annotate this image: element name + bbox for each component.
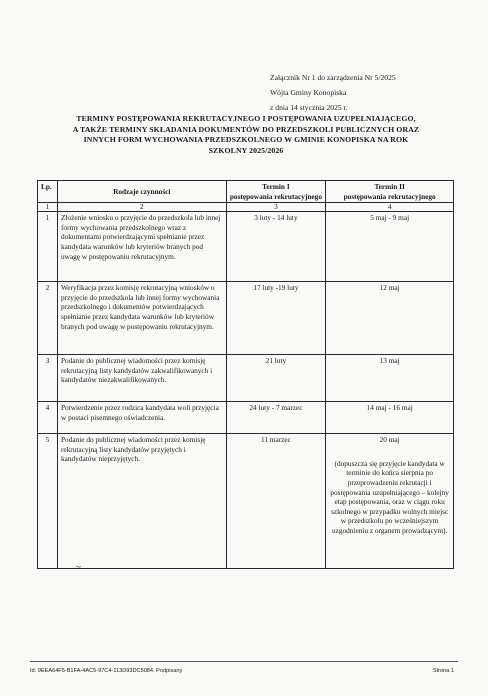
row-term-1: 11 marzec [226, 434, 326, 569]
table-row [38, 212, 454, 282]
table-row [38, 282, 454, 355]
header-term-2-subtitle: postępowania rekrutacyjnego [343, 191, 436, 201]
row-term-2: 12 maj [326, 282, 454, 355]
row-term-2 [326, 434, 454, 569]
column-number: 1 [38, 203, 58, 212]
row-lp: 3 [38, 355, 58, 402]
table-row [38, 402, 454, 434]
row-term-2: 14 maj - 16 maj [326, 402, 454, 434]
row-lp: 5 [38, 434, 58, 569]
row-lp: 1 [38, 212, 58, 282]
pen-mark: ~ [76, 562, 81, 572]
header-date-line: z dnia 14 stycznia 2025 r. [270, 103, 348, 112]
footer-document-id: Id: 9EEA64F5-B1FA-4AC5-97C4-113D93DC5084. Podpisany [30, 668, 183, 674]
footer-divider [30, 661, 458, 662]
header-term-1 [226, 181, 326, 203]
row-term-2-note: (dopuszcza się przyjęcie kandydata w terminie do końca sierpnia po przeprowadzeniu rekrutacji i postępowania uzupełniającego – kolejny etap postępowania, oraz w ciągu roku szkolnego w przypadku wolnych miejsc w przedszkolu po wcześniejszym uzgodnieniu z organem prowadzącym). [330, 458, 449, 535]
row-term-2-date: 20 maj [379, 435, 400, 445]
row-activity: Podanie do publicznej wiadomości przez komisję rekrutacyjną listy kandydatów zakwalifikowanych i kandydatów niezakwalifikowanych. [57, 355, 226, 402]
header-term-1-subtitle: postępowania rekrutacyjnego [229, 191, 322, 201]
header-lp: Lp. [38, 181, 58, 203]
row-term-1: 3 luty - 14 luty [226, 212, 326, 282]
header-activity: Rodzaje czynności [57, 181, 226, 203]
title-line-3: INNYCH FORM WYCHOWANIA PRZEDSZKOLNEGO W GMINIE KONOPISKA NA ROK [83, 135, 409, 144]
row-term-2: 5 maj - 9 maj [326, 212, 454, 282]
row-term-1: 24 luty - 7 marzec [226, 402, 326, 434]
row-term-2: 13 maj [326, 355, 454, 402]
row-lp: 2 [38, 282, 58, 355]
column-number: 3 [226, 203, 326, 212]
header-term-2 [326, 181, 454, 203]
row-activity: Złożenie wniosku o przyjęcie do przedszkola lub innej formy wychowania przedszkolnego wraz z dokumentami potwierdzającymi spełnianie przez kandydata warunków lub kryteriów branych pod uwagę w postępowaniu rekrutacyjnym. [57, 212, 226, 282]
column-number-row [38, 203, 454, 212]
header-annex-line: Załącznik Nr 1 do zarządzenia Nr 5/2025 [270, 73, 396, 82]
footer-page-number: Strona 1 [432, 668, 454, 674]
title-line-2: A TAKŻE TERMINY SKŁADANIA DOKUMENTÓW DO PRZEDSZKOLI PUBLICZNYCH ORAZ [72, 124, 420, 134]
row-term-1: 17 luty -19 luty [226, 282, 326, 355]
header-term-1-title: Termin I [262, 182, 290, 191]
table-row [38, 434, 454, 569]
header-authority-line: Wójta Gminy Konopiska [270, 88, 347, 97]
row-activity: Weryfikacja przez komisję rekrutacyjną wniosków o przyjęcie do przedszkola lub innej formy wychowania przedszkolnego i dokumentów potwierdzających spełnianie przez kandydata warunków lub kryteriów branych pod uwagę w postępowaniu rekrutacyjnym. [57, 282, 226, 355]
schedule-table [37, 180, 454, 569]
table-header-row [38, 181, 454, 203]
document-title [38, 114, 454, 156]
title-line-4: SZKOLNY 2025/2026 [208, 145, 284, 155]
row-activity: Podanie do publicznej wiadomości przez komisję rekrutacyjną listy kandydatów przyjętych i kandydatów nieprzyjętych. [57, 434, 226, 569]
column-number: 4 [326, 203, 454, 212]
row-activity: Potwierdzenie przez rodzica kandydata woli przyjęcia w postaci pisemnego oświadczenia. [57, 402, 226, 434]
row-lp: 4 [38, 402, 58, 434]
table-row [38, 355, 454, 402]
header-term-2-title: Termin II [374, 182, 405, 191]
title-line-1: TERMINY POSTĘPOWANIA REKRUTACYJNEGO I POSTĘPOWANIA UZUPEŁNIAJĄCEGO, [76, 114, 416, 123]
row-term-1: 21 luty [226, 355, 326, 402]
document-header [270, 70, 396, 115]
column-number: 2 [57, 203, 226, 212]
